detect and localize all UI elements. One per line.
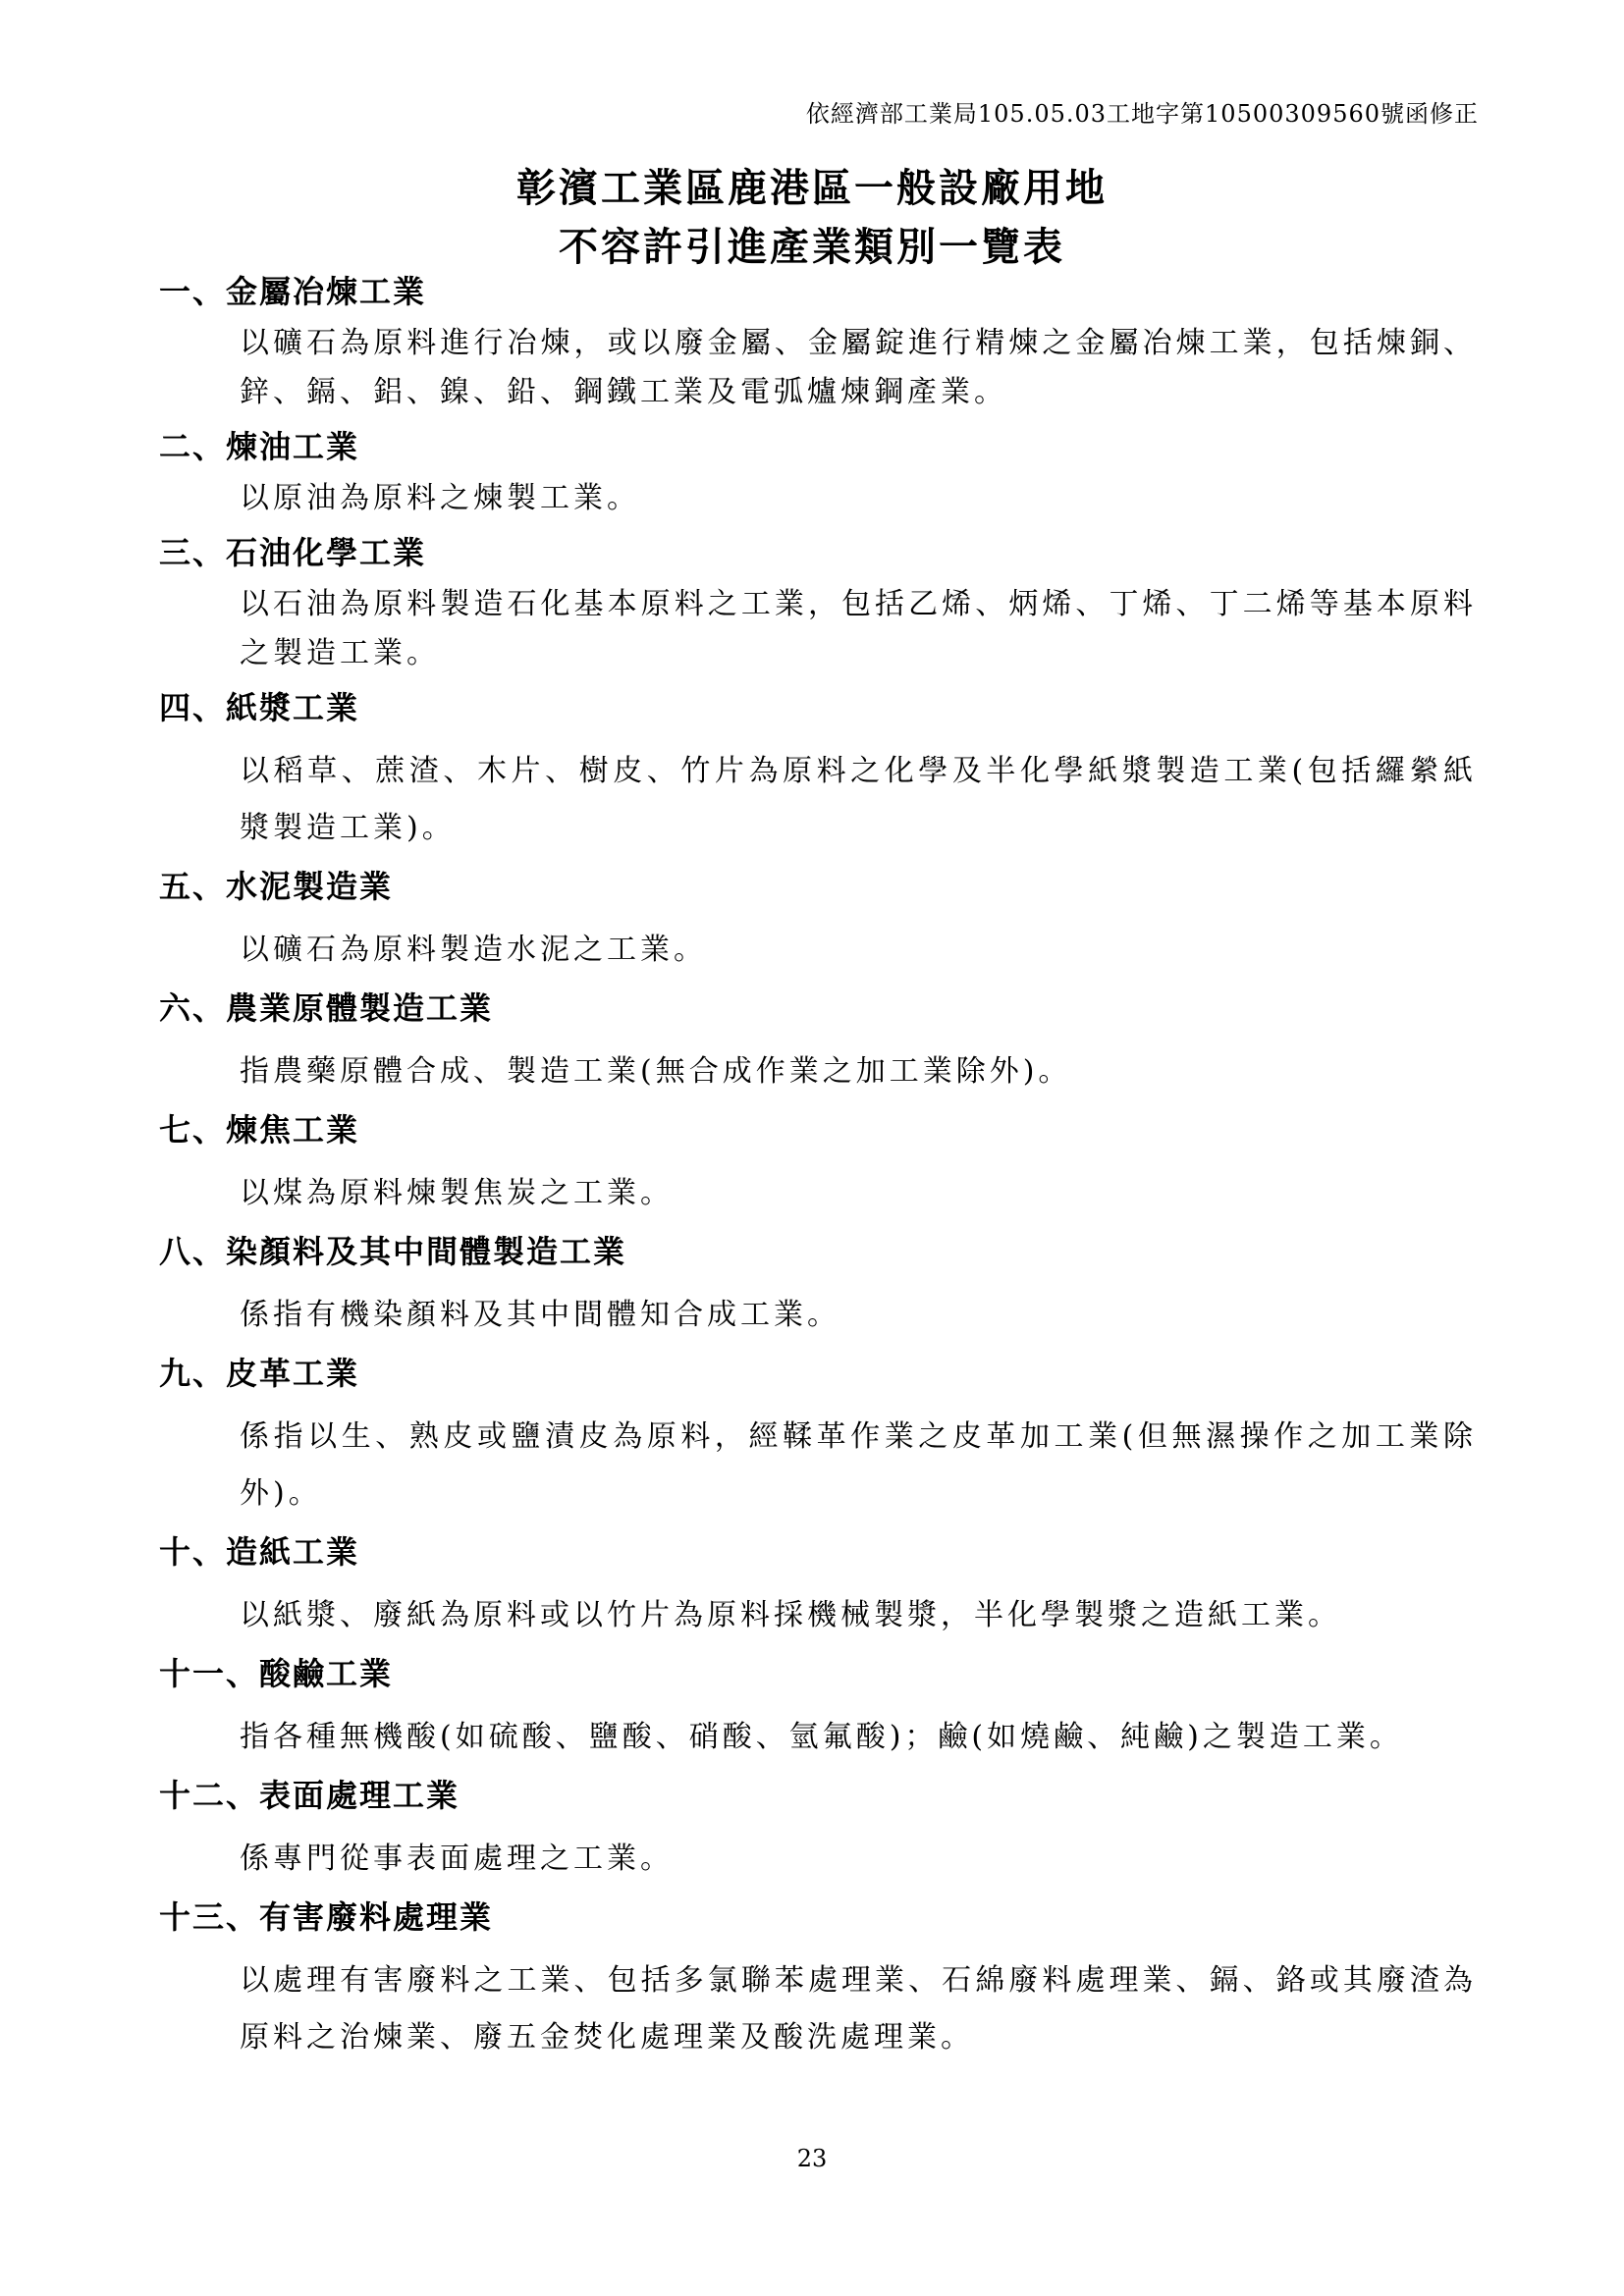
item-description: 係指以生、熟皮或鹽漬皮為原料，經鞣革作業之皮革加工業(但無濕操作之加工業除外)。 xyxy=(240,1419,1477,1511)
item-description: 以原油為原料之煉製工業。 xyxy=(240,481,640,515)
item-description: 以煤為原料煉製焦炭之工業。 xyxy=(240,1176,674,1210)
item-description: 以稻草、蔗渣、木片、樹皮、竹片為原料之化學及半化學紙漿製造工業(包括纙縈紙漿製造工業)。 xyxy=(240,754,1477,845)
item-heading: 五、水泥製造業 xyxy=(159,868,394,905)
item-description: 以石油為原料製造石化基本原料之工業，包括乙烯、炳烯、丁烯、丁二烯等基本原料之製造工業。 xyxy=(240,587,1477,670)
list-item xyxy=(159,865,1485,979)
item-heading: 十一、酸鹼工業 xyxy=(159,1655,394,1692)
item-description: 係指有機染顏料及其中間體知合成工業。 xyxy=(240,1298,840,1332)
item-description: 以處理有害廢料之工業、包括多氯聯苯處理業、石綿廢料處理業、鎘、鉻或其廢渣為原料之治煉業、廢五金焚化處理業及酸洗處理業。 xyxy=(240,1963,1477,2055)
item-heading: 九、皮革工業 xyxy=(159,1355,360,1392)
item-description: 指各種無機酸(如硫酸、鹽酸、硝酸、氫氟酸)；鹼(如燒鹼、純鹼)之製造工業。 xyxy=(240,1720,1403,1754)
item-heading: 七、煉焦工業 xyxy=(159,1111,360,1148)
item-heading: 八、染顏料及其中間體製造工業 xyxy=(159,1233,627,1270)
item-description: 指農藥原體合成、製造工業(無合成作業之加工業除外)。 xyxy=(240,1054,1072,1089)
list-item xyxy=(159,531,1485,678)
item-heading: 二、煉油工業 xyxy=(159,428,360,465)
title-line-2: 不容許引進產業類別一覽表 xyxy=(559,225,1065,270)
industry-category-list xyxy=(159,270,1485,2074)
list-item xyxy=(159,1530,1485,1644)
item-description: 係專門從事表面處理之工業。 xyxy=(240,1842,674,1876)
item-heading: 六、農業原體製造工業 xyxy=(159,989,494,1027)
item-heading: 一、金屬冶煉工業 xyxy=(159,273,427,310)
list-item xyxy=(159,1896,1485,2066)
document-title xyxy=(0,159,1624,277)
list-item xyxy=(159,1230,1485,1344)
list-item xyxy=(159,1352,1485,1522)
item-heading: 十二、表面處理工業 xyxy=(159,1777,460,1814)
item-description: 以礦石為原料進行冶煉，或以廢金屬、金屬錠進行精煉之金屬冶煉工業，包括煉銅、鋅、鎘、鋁、鎳、鉛、鋼鐵工業及電弧爐煉鋼產業。 xyxy=(240,326,1477,409)
item-description: 以紙漿、廢紙為原料或以竹片為原料採機械製漿，半化學製漿之造紙工業。 xyxy=(240,1598,1341,1632)
item-description: 以礦石為原料製造水泥之工業。 xyxy=(240,933,707,967)
item-heading: 四、紙漿工業 xyxy=(159,689,360,726)
item-heading: 十三、有害廢料處理業 xyxy=(159,1898,494,1936)
page-number: 23 xyxy=(796,2145,828,2172)
list-item xyxy=(159,1652,1485,1766)
list-item xyxy=(159,1774,1485,1888)
revision-note: 依經濟部工業局105.05.03工地字第10500309560號函修正 xyxy=(805,100,1479,128)
list-item xyxy=(159,686,1485,857)
list-item xyxy=(159,987,1485,1100)
item-heading: 三、石油化學工業 xyxy=(159,534,427,571)
list-item xyxy=(159,1108,1485,1222)
title-line-1: 彰濱工業區鹿港區一般設廠用地 xyxy=(516,166,1108,211)
item-heading: 十、造紙工業 xyxy=(159,1533,360,1571)
list-item xyxy=(159,425,1485,523)
list-item xyxy=(159,270,1485,417)
